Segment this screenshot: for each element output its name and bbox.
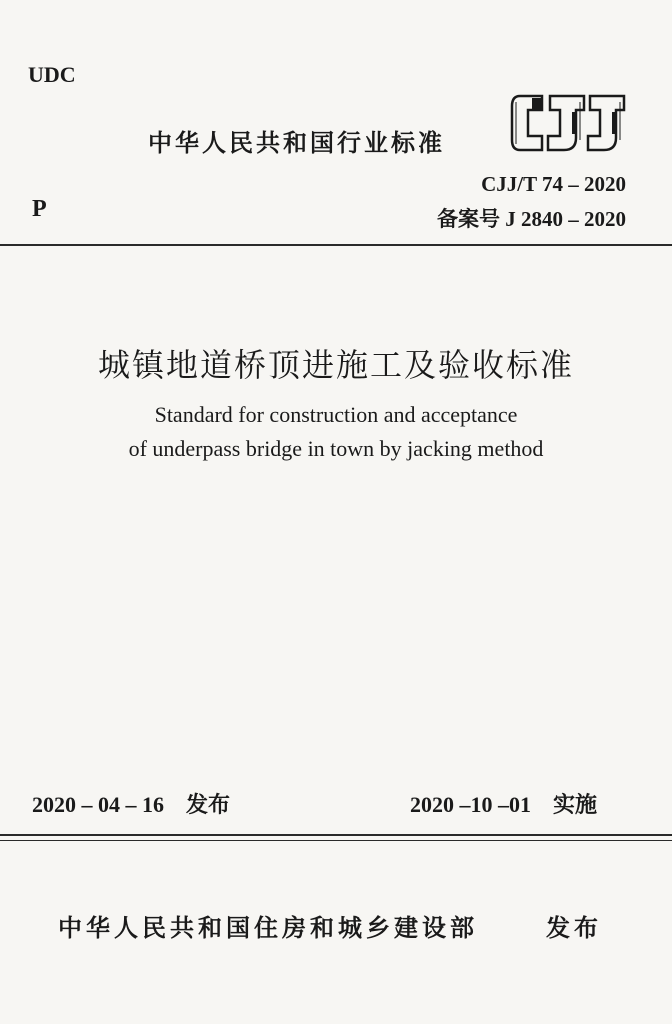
classification-letter: P <box>32 196 47 222</box>
header-divider <box>0 244 672 246</box>
title-chinese: 城镇地道桥顶进施工及验收标准 <box>97 346 574 384</box>
cjj-logo <box>506 88 630 158</box>
implement-date-row <box>410 788 597 819</box>
filing-number: 备案号 J 2840 – 2020 <box>437 207 626 231</box>
issuer-label: 发布 <box>546 914 602 942</box>
issue-date: 2020 – 04 – 16 <box>32 792 164 817</box>
udc-label: UDC <box>28 62 76 87</box>
issue-label: 发布 <box>186 793 231 818</box>
date-divider-top <box>0 834 672 836</box>
standard-number: CJJ/T 74 – 2020 <box>481 172 626 196</box>
implement-label: 实施 <box>553 793 598 818</box>
issuer-name: 中华人民共和国住房和城乡建设部 <box>58 914 478 942</box>
date-divider-bottom <box>0 840 672 841</box>
implement-date: 2020 –10 –01 <box>410 792 531 817</box>
title-english-line2: of underpass bridge in town by jacking method <box>128 436 544 461</box>
title-english-line1: Standard for construction and acceptance <box>154 402 518 427</box>
issue-date-row <box>32 788 230 819</box>
industry-standard-label: 中华人民共和国行业标准 <box>148 129 445 157</box>
